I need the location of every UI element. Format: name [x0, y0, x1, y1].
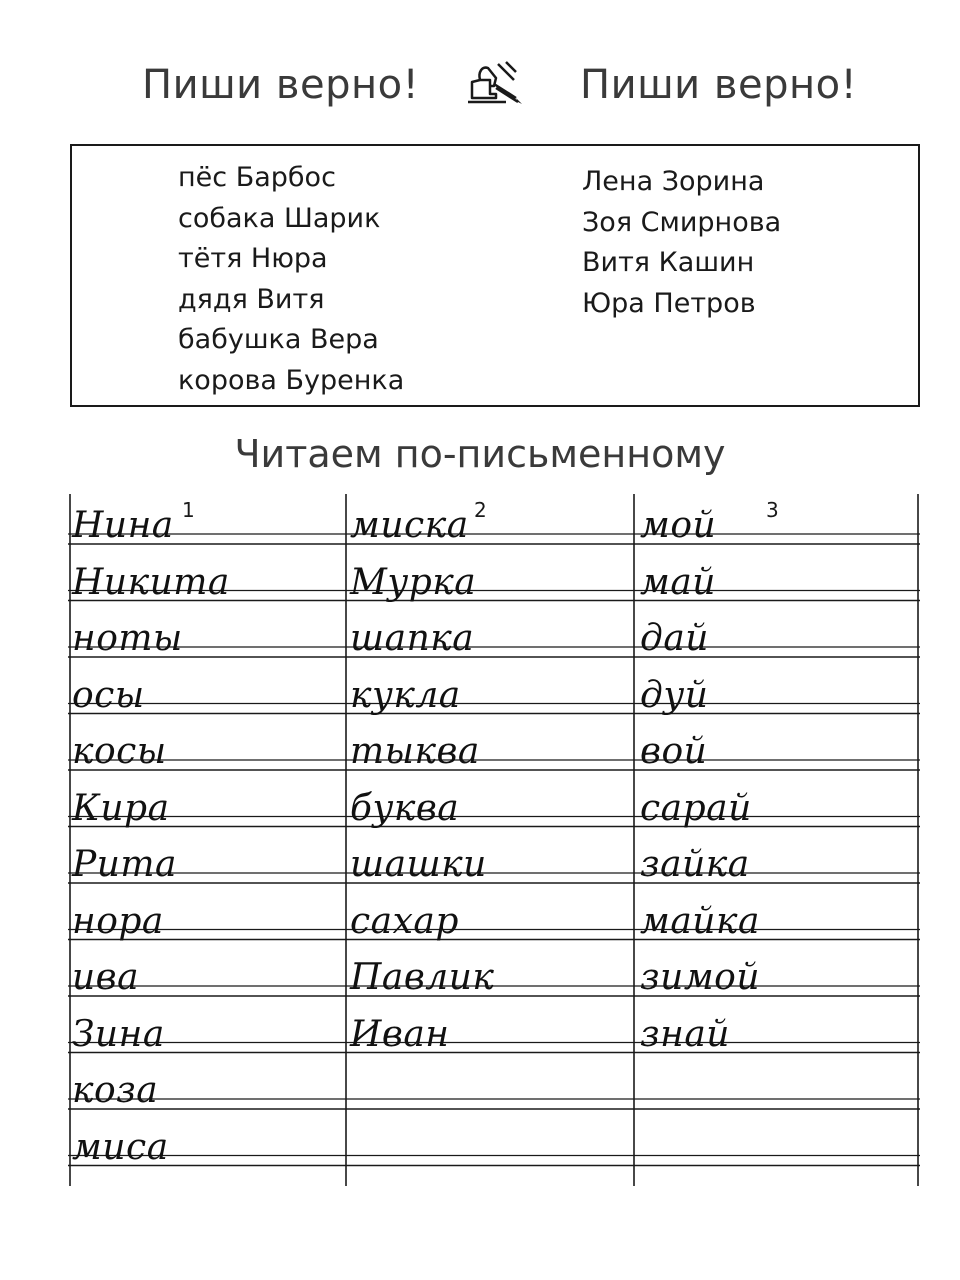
table-cell-col1: нора	[72, 900, 164, 942]
column-number-3: 3	[766, 498, 779, 522]
table-cell-col1: осы	[72, 674, 145, 716]
table-cell-col2: миска	[350, 505, 469, 546]
table-cell-col2: тыква	[350, 731, 480, 772]
table-cell-col2: буква	[350, 787, 460, 829]
table-cell-col3: зимой	[640, 957, 761, 998]
name-item: дядя Витя	[178, 283, 325, 315]
table-cell-col1: ноты	[72, 618, 183, 659]
table-cell-col2: кукла	[350, 674, 461, 716]
table-cell-col3: майка	[640, 900, 760, 942]
names-box	[70, 144, 920, 407]
table-cell-col1: коза	[72, 1070, 159, 1111]
name-item: пёс Барбос	[178, 162, 336, 193]
title-right: Пиши верно!	[580, 62, 858, 108]
cursive-reading-table	[68, 494, 920, 1186]
name-item: бабушка Вера	[178, 324, 379, 355]
names-right-list	[582, 162, 781, 324]
name-item: Юра Петров	[582, 287, 756, 319]
name-item: Лена Зорина	[582, 166, 765, 197]
table-cell-col3: зайка	[640, 844, 750, 885]
table-cell-col1: Рита	[72, 844, 178, 885]
section-subtitle: Читаем по-письменному	[234, 432, 726, 476]
table-cell-col2: Мурка	[350, 561, 477, 603]
table-cell-col3: мой	[640, 505, 717, 546]
name-item: Витя Кашин	[582, 247, 755, 278]
name-item: тётя Нюра	[178, 243, 328, 274]
table-cell-col2: сахар	[350, 900, 459, 942]
table-cell-col3: дай	[640, 618, 709, 659]
table-cell-col3: вой	[640, 731, 708, 772]
table-cell-col2: шапка	[350, 618, 475, 659]
title-left: Пиши верно!	[142, 62, 420, 108]
table-cell-col1: Никита	[72, 561, 230, 603]
page-header	[0, 58, 960, 128]
table-cell-col2: шашки	[350, 844, 487, 885]
table-cell-col1: Нина	[72, 505, 174, 546]
name-item: корова Буренка	[178, 364, 405, 396]
writing-hand-icon	[466, 58, 532, 108]
table-cell-col3: сарай	[640, 787, 752, 829]
table-cell-col1: Зина	[72, 1013, 165, 1055]
table-cell-col3: знай	[640, 1013, 730, 1055]
name-item: Зоя Смирнова	[582, 206, 782, 238]
table-cell-col3: май	[640, 561, 716, 603]
table-cell-col2: Иван	[350, 1013, 450, 1055]
column-number-2: 2	[474, 498, 487, 522]
table-cell-col3: дуй	[640, 674, 709, 716]
column-number-1: 1	[182, 498, 195, 522]
table-cell-col1: ива	[72, 957, 140, 998]
name-item: собака Шарик	[178, 202, 381, 234]
table-cell-col2: Павлик	[350, 957, 495, 998]
table-cell-col1: миса	[72, 1126, 169, 1168]
table-cell-col1: косы	[72, 731, 167, 772]
names-left-list	[178, 158, 404, 401]
table-cell-col1: Кира	[72, 787, 170, 829]
